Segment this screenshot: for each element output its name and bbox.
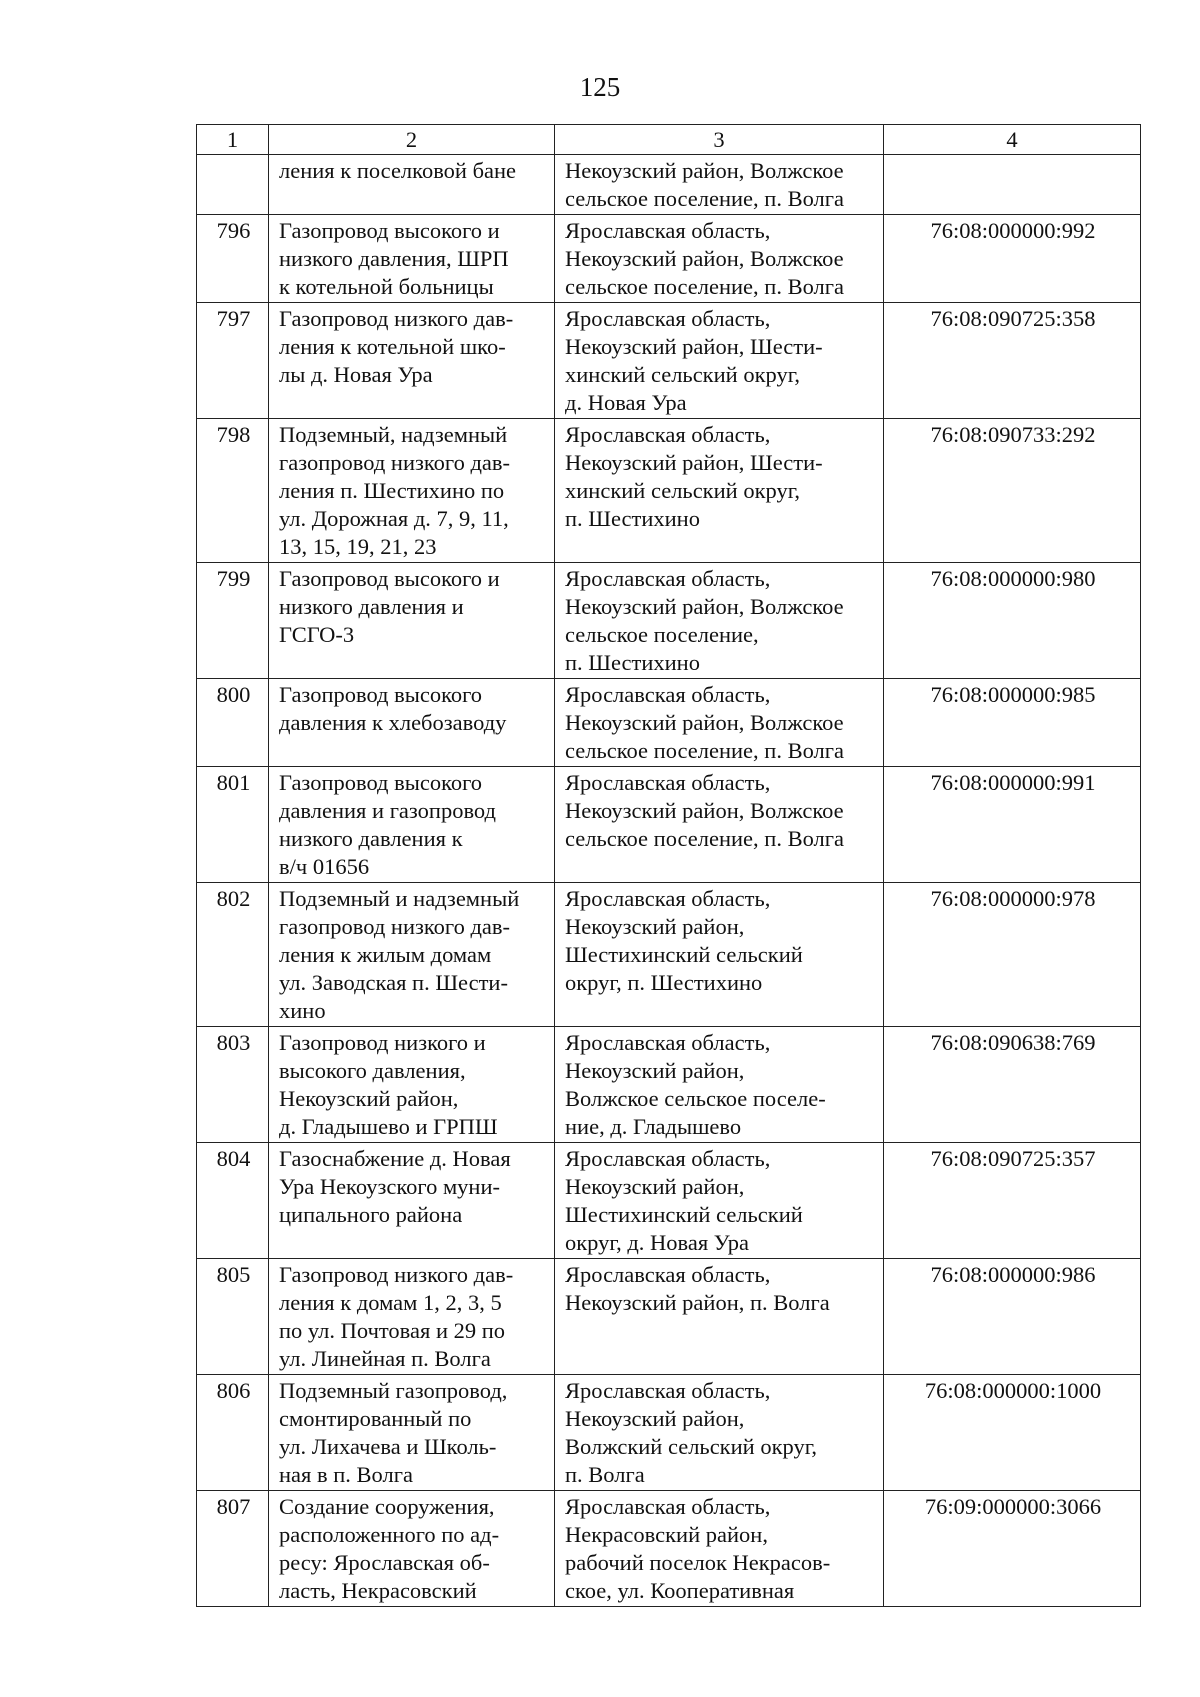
- object-address-line: Некоузский район,: [565, 1406, 745, 1431]
- cadastral-number: 76:08:090638:769: [884, 1027, 1141, 1143]
- object-name-line: д. Гладышево и ГРПШ: [279, 1114, 498, 1139]
- object-address-line: округ, д. Новая Ура: [565, 1230, 749, 1255]
- object-name-line: ления к домам 1, 2, 3, 5: [279, 1290, 502, 1315]
- object-name-line: ления п. Шестихино по: [279, 478, 505, 503]
- object-name-line: 13, 15, 19, 21, 23: [279, 534, 437, 559]
- object-name-line: ления к жилым домам: [279, 942, 492, 967]
- cadastral-number: 76:09:000000:3066: [884, 1491, 1141, 1607]
- row-number: [197, 155, 269, 215]
- object-address-cell: [555, 563, 884, 679]
- object-address-line: Некоузский район, Волжское: [565, 246, 844, 271]
- row-number: 803: [197, 1027, 269, 1143]
- cadastral-number: 76:08:090725:358: [884, 303, 1141, 419]
- object-name-line: Подземный газопровод,: [279, 1378, 508, 1403]
- object-address-cell: [555, 215, 884, 303]
- column-header-4: 4: [884, 125, 1141, 155]
- registry-table: [196, 124, 1141, 1607]
- row-number: 800: [197, 679, 269, 767]
- object-name-line: Ура Некоузского муни-: [279, 1174, 501, 1199]
- object-name-line: ная в п. Волга: [279, 1462, 413, 1487]
- object-address-cell: [555, 767, 884, 883]
- object-address-cell: [555, 419, 884, 563]
- object-address-cell: [555, 1143, 884, 1259]
- table-row: [197, 215, 1141, 303]
- object-name-line: Газопровод низкого дав-: [279, 306, 514, 331]
- row-number: 796: [197, 215, 269, 303]
- object-address-line: Ярославская область,: [565, 1262, 771, 1287]
- object-name-line: ципального района: [279, 1202, 463, 1227]
- object-address-line: Ярославская область,: [565, 566, 771, 591]
- object-name-line: ГСГО-3: [279, 622, 355, 647]
- object-address-cell: [555, 1375, 884, 1491]
- cadastral-number: 76:08:000000:986: [884, 1259, 1141, 1375]
- object-name-line: высокого давления,: [279, 1058, 466, 1083]
- object-address-line: Ярославская область,: [565, 682, 771, 707]
- object-name-line: Газопровод высокого: [279, 682, 483, 707]
- object-address-line: сельское поселение, п. Волга: [565, 738, 844, 763]
- object-name-line: лы д. Новая Ура: [279, 362, 433, 387]
- object-address-cell: [555, 883, 884, 1027]
- object-address-line: Некоузский район, п. Волга: [565, 1290, 830, 1315]
- object-name-line: Создание сооружения,: [279, 1494, 495, 1519]
- object-address-line: Некоузский район, Волжское: [565, 594, 844, 619]
- cadastral-number: 76:08:090733:292: [884, 419, 1141, 563]
- row-number: 806: [197, 1375, 269, 1491]
- object-name-cell: [269, 679, 555, 767]
- row-number: 807: [197, 1491, 269, 1607]
- table-header-row: [197, 125, 1141, 155]
- object-name-line: хино: [279, 998, 326, 1023]
- table-row: [197, 1143, 1141, 1259]
- table-row: [197, 883, 1141, 1027]
- object-address-line: Некоузский район, Шести-: [565, 334, 823, 359]
- object-name-cell: [269, 1491, 555, 1607]
- object-name-line: ления к поселковой бане: [279, 158, 517, 183]
- row-number: 798: [197, 419, 269, 563]
- cadastral-number: 76:08:000000:992: [884, 215, 1141, 303]
- object-name-line: Некоузский район,: [279, 1086, 459, 1111]
- cadastral-number: 76:08:090725:357: [884, 1143, 1141, 1259]
- object-address-line: Некоузский район,: [565, 914, 745, 939]
- object-address-line: Ярославская область,: [565, 1146, 771, 1171]
- object-address-line: Некрасовский район,: [565, 1522, 768, 1547]
- object-address-line: округ, п. Шестихино: [565, 970, 763, 995]
- object-name-line: Газопровод низкого и: [279, 1030, 486, 1055]
- table-row: [197, 419, 1141, 563]
- object-address-line: Ярославская область,: [565, 218, 771, 243]
- object-name-line: расположенного по ад-: [279, 1522, 500, 1547]
- object-address-line: сельское поселение,: [565, 622, 759, 647]
- column-header-1: 1: [197, 125, 269, 155]
- object-name-cell: [269, 215, 555, 303]
- row-number: 797: [197, 303, 269, 419]
- object-address-line: рабочий поселок Некрасов-: [565, 1550, 831, 1575]
- object-name-line: ул. Линейная п. Волга: [279, 1346, 491, 1371]
- table-row: [197, 303, 1141, 419]
- table-row: [197, 1259, 1141, 1375]
- object-name-line: ул. Лихачева и Школь-: [279, 1434, 497, 1459]
- cadastral-number: 76:08:000000:978: [884, 883, 1141, 1027]
- object-address-line: сельское поселение, п. Волга: [565, 274, 844, 299]
- cadastral-number: 76:08:000000:985: [884, 679, 1141, 767]
- table-body: [197, 155, 1141, 1607]
- object-name-cell: [269, 419, 555, 563]
- cadastral-number: 76:08:000000:991: [884, 767, 1141, 883]
- object-address-line: п. Шестихино: [565, 650, 700, 675]
- object-address-line: п. Шестихино: [565, 506, 700, 531]
- object-address-line: д. Новая Ура: [565, 390, 687, 415]
- object-address-line: Шестихинский сельский: [565, 1202, 803, 1227]
- object-name-line: ресу: Ярославская об-: [279, 1550, 490, 1575]
- object-address-line: Ярославская область,: [565, 1030, 771, 1055]
- object-address-line: Некоузский район, Волжское: [565, 798, 844, 823]
- object-name-line: Газопровод высокого: [279, 770, 483, 795]
- row-number: 805: [197, 1259, 269, 1375]
- object-name-cell: [269, 767, 555, 883]
- object-name-line: по ул. Почтовая и 29 по: [279, 1318, 506, 1343]
- object-name-line: газопровод низкого дав-: [279, 450, 511, 475]
- object-name-cell: [269, 1375, 555, 1491]
- object-name-line: давления и газопровод: [279, 798, 496, 823]
- object-address-line: хинский сельский округ,: [565, 478, 801, 503]
- object-address-line: Ярославская область,: [565, 1494, 771, 1519]
- table-row: [197, 155, 1141, 215]
- object-address-line: Ярославская область,: [565, 886, 771, 911]
- row-number: 804: [197, 1143, 269, 1259]
- object-name-cell: [269, 883, 555, 1027]
- cadastral-number: [884, 155, 1141, 215]
- object-address-line: Некоузский район, Шести-: [565, 450, 823, 475]
- object-address-line: Волжское сельское поселе-: [565, 1086, 826, 1111]
- object-name-line: Газопровод высокого и: [279, 566, 500, 591]
- object-name-line: газопровод низкого дав-: [279, 914, 511, 939]
- object-address-line: сельское поселение, п. Волга: [565, 826, 844, 851]
- cadastral-number: 76:08:000000:980: [884, 563, 1141, 679]
- column-header-3: 3: [555, 125, 884, 155]
- object-name-cell: [269, 1259, 555, 1375]
- object-address-line: Ярославская область,: [565, 306, 771, 331]
- object-name-line: Подземный, надземный: [279, 422, 508, 447]
- table-row: [197, 1491, 1141, 1607]
- object-address-line: Некоузский район,: [565, 1058, 745, 1083]
- row-number: 802: [197, 883, 269, 1027]
- object-address-cell: [555, 679, 884, 767]
- object-address-cell: [555, 1491, 884, 1607]
- object-name-line: Подземный и надземный: [279, 886, 520, 911]
- object-name-line: ул. Заводская п. Шести-: [279, 970, 508, 995]
- object-address-line: Ярославская область,: [565, 422, 771, 447]
- object-address-line: Некоузский район, Волжское: [565, 158, 844, 183]
- row-number: 801: [197, 767, 269, 883]
- table-row: [197, 767, 1141, 883]
- object-name-line: Газопровод низкого дав-: [279, 1262, 514, 1287]
- cadastral-number: 76:08:000000:1000: [884, 1375, 1141, 1491]
- page-number: 125: [579, 72, 621, 102]
- table-row: [197, 1027, 1141, 1143]
- object-name-line: низкого давления, ШРП: [279, 246, 509, 271]
- object-name-cell: [269, 1143, 555, 1259]
- object-name-line: ления к котельной шко-: [279, 334, 506, 359]
- object-address-line: Некоузский район, Волжское: [565, 710, 844, 735]
- table-row: [197, 563, 1141, 679]
- object-name-line: к котельной больницы: [279, 274, 494, 299]
- object-address-line: ние, д. Гладышево: [565, 1114, 742, 1139]
- object-address-line: Некоузский район,: [565, 1174, 745, 1199]
- object-address-line: хинский сельский округ,: [565, 362, 801, 387]
- object-address-cell: [555, 155, 884, 215]
- row-number: 799: [197, 563, 269, 679]
- object-address-line: ское, ул. Кооперативная: [565, 1578, 795, 1603]
- object-name-line: ласть, Некрасовский: [279, 1578, 477, 1603]
- object-name-cell: [269, 303, 555, 419]
- object-address-line: Шестихинский сельский: [565, 942, 803, 967]
- column-header-2: 2: [269, 125, 555, 155]
- object-name-cell: [269, 563, 555, 679]
- table-row: [197, 679, 1141, 767]
- object-address-cell: [555, 303, 884, 419]
- object-address-cell: [555, 1027, 884, 1143]
- object-name-line: давления к хлебозаводу: [279, 710, 507, 735]
- object-name-line: смонтированный по: [279, 1406, 472, 1431]
- object-address-line: п. Волга: [565, 1462, 645, 1487]
- object-address-line: сельское поселение, п. Волга: [565, 186, 844, 211]
- object-name-line: низкого давления к: [279, 826, 463, 851]
- object-name-cell: [269, 155, 555, 215]
- object-name-line: в/ч 01656: [279, 854, 370, 879]
- object-name-line: низкого давления и: [279, 594, 464, 619]
- object-name-cell: [269, 1027, 555, 1143]
- object-address-line: Волжский сельский округ,: [565, 1434, 818, 1459]
- object-name-line: ул. Дорожная д. 7, 9, 11,: [279, 506, 509, 531]
- table-row: [197, 1375, 1141, 1491]
- object-name-line: Газоснабжение д. Новая: [279, 1146, 511, 1171]
- object-name-line: Газопровод высокого и: [279, 218, 500, 243]
- object-address-line: Ярославская область,: [565, 1378, 771, 1403]
- object-address-line: Ярославская область,: [565, 770, 771, 795]
- object-address-cell: [555, 1259, 884, 1375]
